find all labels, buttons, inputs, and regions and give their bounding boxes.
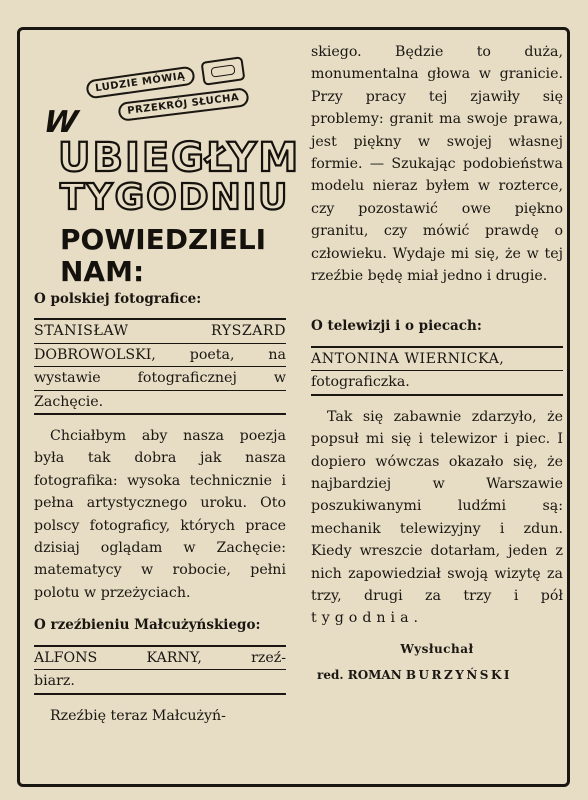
signature-prefix: red.	[317, 668, 344, 683]
speaker-line: ANTONINA WIERNICKA,	[311, 348, 563, 371]
title-w: W	[40, 105, 82, 140]
speaker-line: wystawie fotograficznej w	[34, 367, 286, 390]
section-rzezbienie	[34, 614, 286, 727]
speaker-name-block	[311, 346, 563, 396]
section-telewizja	[311, 315, 563, 629]
section-heading: O rzeźbieniu Małcużyńskiego:	[34, 617, 261, 634]
speaker-name-block	[34, 318, 286, 415]
speaker-line: Zachęcie.	[34, 393, 104, 410]
speaker-name-block	[34, 645, 286, 695]
section-fotografika	[34, 288, 286, 604]
title-nam: NAM:	[60, 255, 145, 288]
left-column	[34, 288, 286, 727]
badge-przekroj-slucha: PRZEKRÓJ SŁUCHA	[117, 87, 249, 122]
title-powiedzieli: POWIEDZIELI	[60, 223, 267, 256]
section-heading: O polskiej fotografice:	[34, 291, 202, 307]
quote-body	[311, 406, 563, 630]
quote-body: Chciałbym aby nasza poezja była tak dobra jak nasza fotografika: wysoka technicznie i pełna artystycznego uroku. Oto polscy fotograficy, których prace dzisiaj oglądam w Zachęcie: matematycy w robocie, pełni polotu w przeżyciach.	[34, 428, 286, 601]
badge-ludzie-mowia: LUDZIE MÓWIĄ	[85, 66, 195, 100]
column-header-graphic	[38, 55, 301, 295]
speaker-line: DOBROWOLSKI, poeta, na	[34, 344, 286, 367]
speaker-line: fotograficzka.	[311, 374, 410, 391]
title-tygodniu: TYGODNIU	[60, 177, 290, 218]
quote-continuation: skiego. Będzie to duża, monumentalna głowa w granicie. Przy pracy tej zjawiły się problemy: granit ma swoje prawa, jest piękny w swojej własnej formie. — Szukając podobieństwa modelu nieraz byłem w rozterce, czy pozostawić owe piękno granitu, czy mówić prawdę o człowieku. Wydaje mi się, że w tej rzeźbie będę miał jedno i drugie.	[311, 44, 563, 285]
title-ubieglym: UBIEGŁYM	[58, 135, 301, 181]
signature-first-name: ROMAN	[347, 668, 402, 683]
camera-icon	[201, 56, 246, 86]
quote-text: Tak się zabawnie zdarzyło, że popsuł mi się i telewizor i piec. I dopiero wówczas okazało się, że najbardziej w Warszawie poszukiwanymi ludźmi są: mechanik telewizyjny i zdun. Kiedy wreszcie dotarłam, jeden z nich zapowiedział swoją wizytę za trzy, drugi za trzy i pół	[311, 408, 563, 604]
signature-label: Wysłuchał	[400, 641, 474, 656]
speaker-line: biarz.	[34, 673, 75, 690]
right-column	[311, 41, 563, 687]
section-heading: O telewizji i o piecach:	[311, 318, 482, 335]
signature	[311, 664, 563, 686]
quote-body: Rzeźbię teraz Małcużyń-	[50, 707, 226, 724]
speaker-line: STANISŁAW RYSZARD	[34, 320, 286, 343]
speaker-line: ALFONS KARNY, rzeź-	[34, 647, 286, 670]
quote-text-end: tygodnia.	[311, 610, 424, 627]
signature-last-name: BURZYŃSKI	[405, 668, 512, 683]
